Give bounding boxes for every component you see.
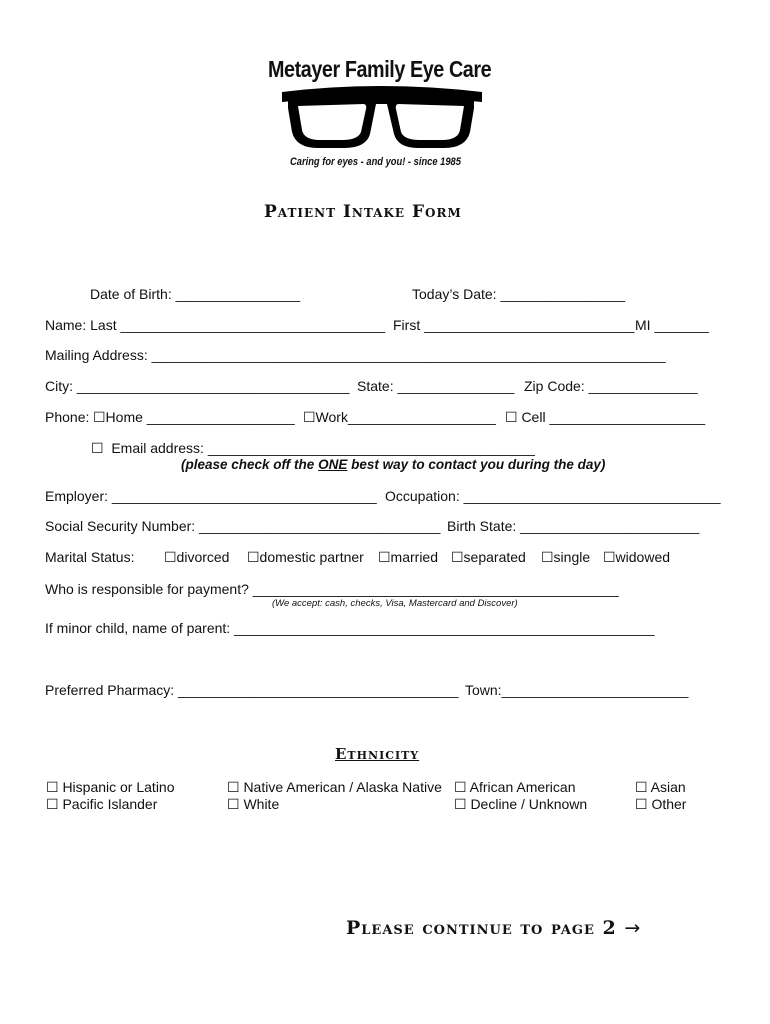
- tagline: Caring for eyes - and you! - since 1985: [290, 156, 461, 168]
- cell-phone-field[interactable]: ☐ Cell ____________________: [505, 409, 706, 425]
- middle-initial-field[interactable]: MI _______: [635, 317, 709, 333]
- parent-name-field[interactable]: If minor child, name of parent: ______________________________________________________: [45, 620, 655, 636]
- continue-text: Please continue to page 2: [346, 917, 617, 939]
- zip-code-field[interactable]: Zip Code: ______________: [524, 378, 698, 394]
- ssn-field[interactable]: Social Security Number: _______________________________: [45, 518, 441, 534]
- marital-option-separated[interactable]: ☐separated: [451, 549, 526, 565]
- ethnicity-option-other[interactable]: ☐ Other: [635, 796, 687, 812]
- payment-responsible-field[interactable]: Who is responsible for payment? _______________________________________________: [45, 581, 619, 597]
- ethnicity-option-decline[interactable]: ☐ Decline / Unknown: [454, 796, 588, 812]
- date-of-birth-field[interactable]: Date of Birth: ________________: [90, 286, 301, 302]
- marital-option-single[interactable]: ☐single: [541, 549, 591, 565]
- right-arrow-icon: →: [624, 917, 642, 939]
- form-title: Patient Intake Form: [264, 202, 462, 222]
- work-phone-field[interactable]: ☐Work___________________: [303, 409, 496, 425]
- town-field[interactable]: Town:________________________: [465, 682, 689, 698]
- marital-status-label: Marital Status:: [45, 549, 135, 565]
- ethnicity-option-white[interactable]: ☐ White: [227, 796, 280, 812]
- contact-note: [181, 457, 605, 472]
- first-name-field[interactable]: First ___________________________: [393, 317, 635, 333]
- contact-note-part: best way to contact you during the day): [347, 457, 606, 472]
- state-field[interactable]: State: _______________: [357, 378, 515, 394]
- ethnicity-option-native-american[interactable]: ☐ Native American / Alaska Native: [227, 779, 442, 795]
- contact-note-part: (please check off the: [181, 457, 319, 472]
- ethnicity-option-asian[interactable]: ☐ Asian: [635, 779, 686, 795]
- marital-option-widowed[interactable]: ☐widowed: [603, 549, 671, 565]
- marital-option-married[interactable]: ☐married: [378, 549, 439, 565]
- practice-name: Metayer Family Eye Care: [268, 56, 492, 82]
- phone-label: Phone:: [45, 409, 90, 425]
- payment-note: (We accept: cash, checks, Visa, Mastercard and Discover): [272, 598, 518, 609]
- todays-date-field[interactable]: Today’s Date: ________________: [412, 286, 626, 302]
- eyeglasses-icon: [280, 82, 484, 156]
- birth-state-field[interactable]: Birth State: _______________________: [447, 518, 700, 534]
- home-phone-field[interactable]: ☐Home ___________________: [93, 409, 295, 425]
- employer-field[interactable]: Employer: __________________________________: [45, 488, 377, 504]
- ethnicity-option-african-american[interactable]: ☐ African American: [454, 779, 576, 795]
- contact-note-emphasis: ONE: [318, 457, 348, 472]
- mailing-address-field[interactable]: Mailing Address: __________________________________________________________________: [45, 347, 666, 363]
- marital-option-divorced[interactable]: ☐divorced: [164, 549, 230, 565]
- city-field[interactable]: City: ___________________________________: [45, 378, 350, 394]
- marital-option-domestic-partner[interactable]: ☐domestic partner: [247, 549, 364, 565]
- pharmacy-field[interactable]: Preferred Pharmacy: ____________________________________: [45, 682, 459, 698]
- ethnicity-option-pacific-islander[interactable]: ☐ Pacific Islander: [46, 796, 158, 812]
- last-name-field[interactable]: Name: Last __________________________________: [45, 317, 386, 333]
- email-field[interactable]: ☐ Email address: __________________________________________: [91, 440, 535, 456]
- continue-note: [346, 917, 641, 939]
- occupation-field[interactable]: Occupation: _________________________________: [385, 488, 721, 504]
- ethnicity-option-hispanic[interactable]: ☐ Hispanic or Latino: [46, 779, 175, 795]
- ethnicity-heading: Ethnicity: [335, 745, 420, 763]
